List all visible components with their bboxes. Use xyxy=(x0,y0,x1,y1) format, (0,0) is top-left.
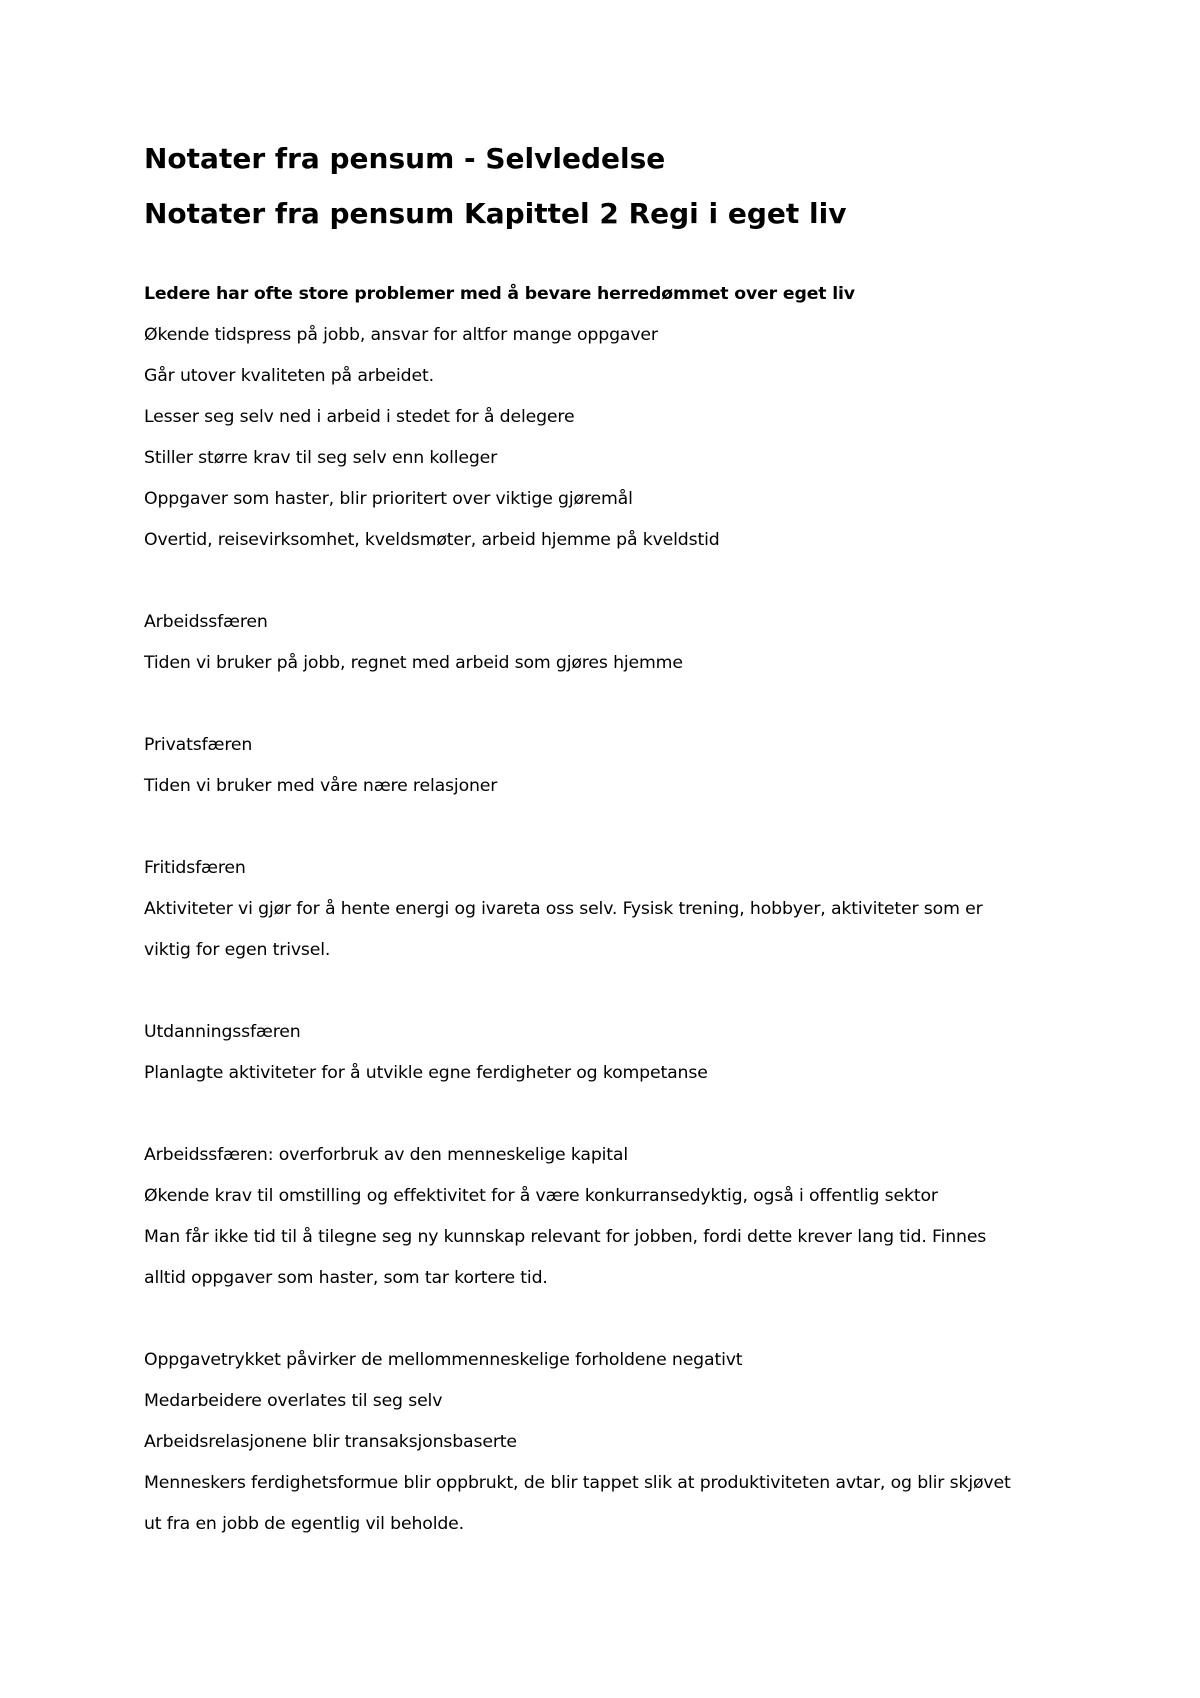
text-line: Tiden vi bruker med våre nære relasjoner xyxy=(144,776,498,796)
section-oppgavetrykket xyxy=(144,1340,1074,1545)
spacer xyxy=(144,807,1074,848)
section-heading: Arbeidssfæren: overforbruk av den menneskelige kapital xyxy=(144,1145,629,1165)
text-line: Oppgaver som haster, blir prioritert over viktige gjøremål xyxy=(144,489,633,509)
section-heading: Oppgavetrykket påvirker de mellommenneskelige forholdene negativt xyxy=(144,1350,743,1370)
section-utdanningssfaeren xyxy=(144,1012,1074,1094)
document-title: Notater fra pensum - Selvledelse xyxy=(144,142,666,175)
section-fritidsfaeren xyxy=(144,848,1074,971)
spacer xyxy=(144,233,1074,274)
text-line: Tiden vi bruker på jobb, regnet med arbeid som gjøres hjemme xyxy=(144,653,683,673)
text-line: Planlagte aktiviteter for å utvikle egne ferdigheter og kompetanse xyxy=(144,1063,708,1083)
spacer xyxy=(144,684,1074,725)
section-arbeidssfaeren xyxy=(144,602,1074,684)
section-leadership-problems xyxy=(144,274,1074,561)
section-heading: Arbeidssfæren xyxy=(144,612,268,632)
text-line: Aktiviteter vi gjør for å hente energi og ivareta oss selv. Fysisk trening, hobbyer, aktiviteter som er xyxy=(144,899,983,919)
text-line: Arbeidsrelasjonene blir transaksjonsbaserte xyxy=(144,1432,517,1452)
spacer xyxy=(144,1299,1074,1340)
document-subtitle: Notater fra pensum Kapittel 2 Regi i eget liv xyxy=(144,197,847,230)
text-line: viktig for egen trivsel. xyxy=(144,940,331,960)
section-privatsfaeren xyxy=(144,725,1074,807)
text-line: alltid oppgaver som haster, som tar kortere tid. xyxy=(144,1268,548,1288)
text-line: Går utover kvaliteten på arbeidet. xyxy=(144,366,434,386)
text-line: Medarbeidere overlates til seg selv xyxy=(144,1391,443,1411)
text-line: Økende krav til omstilling og effektivitet for å være konkurransedyktig, også i offentlig sektor xyxy=(144,1186,938,1206)
section-heading: Ledere har ofte store problemer med å bevare herredømmet over eget liv xyxy=(144,284,855,304)
spacer xyxy=(144,561,1074,602)
section-heading: Fritidsfæren xyxy=(144,858,246,878)
section-heading: Privatsfæren xyxy=(144,735,253,755)
text-line: Overtid, reisevirksomhet, kveldsmøter, arbeid hjemme på kveldstid xyxy=(144,530,720,550)
text-line: Menneskers ferdighetsformue blir oppbrukt, de blir tappet slik at produktiviteten avtar, og blir skjøvet xyxy=(144,1473,1011,1493)
section-overforbruk xyxy=(144,1135,1074,1299)
spacer xyxy=(144,971,1074,1012)
text-line: Stiller større krav til seg selv enn kolleger xyxy=(144,448,498,468)
text-line: ut fra en jobb de egentlig vil beholde. xyxy=(144,1514,464,1534)
text-line: Man får ikke tid til å tilegne seg ny kunnskap relevant for jobben, fordi dette krever lang tid. Finnes xyxy=(144,1227,987,1247)
text-line: Lesser seg selv ned i arbeid i stedet for å delegere xyxy=(144,407,575,427)
section-heading: Utdanningssfæren xyxy=(144,1022,301,1042)
text-line: Økende tidspress på jobb, ansvar for altfor mange oppgaver xyxy=(144,325,658,345)
document-page xyxy=(144,140,1074,1545)
spacer xyxy=(144,1094,1074,1135)
